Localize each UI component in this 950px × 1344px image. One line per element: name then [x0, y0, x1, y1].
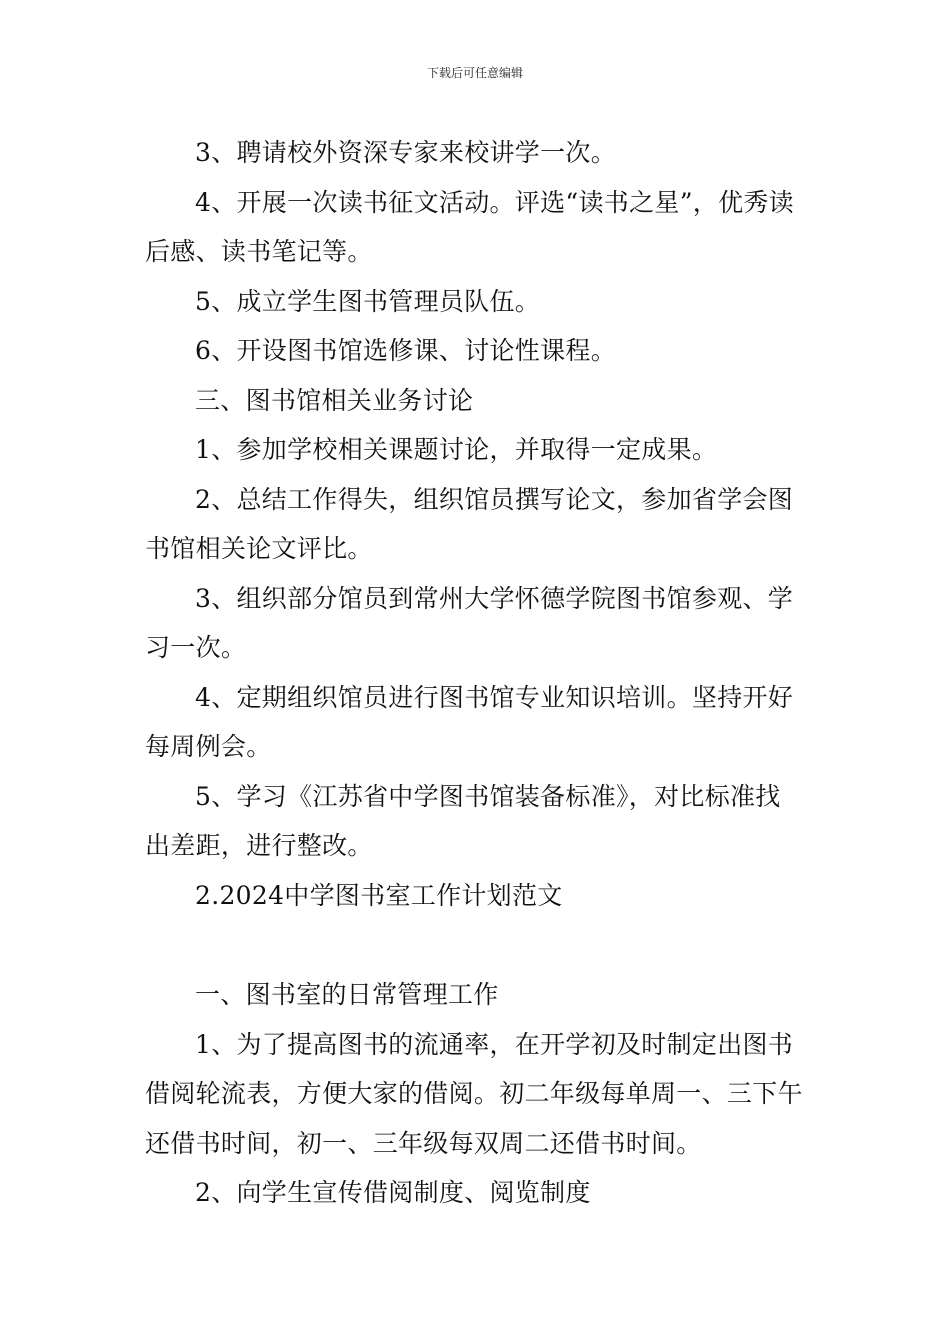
page-header: 下载后可任意编辑 — [426, 66, 523, 80]
paragraph-item-2-rules: 2、向学生宣传借阅制度、阅览制度 — [195, 1178, 591, 1207]
paragraph-item-1-circulation: 1、为了提高图书的流通率，在开学初及时制定出图书借阅轮流表，方便大家的借阅。初二年级每单周一、三下午还借书时间，初一、三年级每双周二还借书时间。 — [145, 1029, 803, 1158]
section-heading-1: 一、图书室的日常管理工作 — [195, 980, 499, 1009]
blank-spacer — [145, 920, 805, 970]
section-heading-3: 三、图书馆相关业务讨论 — [195, 385, 474, 415]
document-body — [145, 128, 805, 1218]
paragraph-item-6-elective-courses: 6、开设图书馆选修课、讨论性课程。 — [195, 336, 617, 365]
paragraph-item-1-research: 1、参加学校相关课题讨论，并取得一定成果。 — [195, 435, 718, 464]
document-title-2: 2.2024中学图书室工作计划范文 — [195, 880, 563, 910]
paragraph-item-4-essay-activity: 4、开展一次读书征文活动。评选“读书之星”，优秀读后感、读书笔记等。 — [145, 187, 794, 266]
paragraph-item-3-invite-experts: 3、聘请校外资深专家来校讲学一次。 — [195, 138, 617, 167]
paragraph-item-3-visit: 3、组织部分馆员到常州大学怀德学院图书馆参观、学习一次。 — [145, 583, 794, 662]
paragraph-item-2-papers: 2、总结工作得失，组织馆员撰写论文，参加省学会图书馆相关论文评比。 — [145, 484, 794, 563]
paragraph-item-5-student-librarians: 5、成立学生图书管理员队伍。 — [195, 286, 541, 316]
paragraph-item-5-standards: 5、学习《江苏省中学图书馆装备标准》，对比标准找出差距，进行整改。 — [145, 781, 781, 860]
paragraph-item-4-training: 4、定期组织馆员进行图书馆专业知识培训。坚持开好每周例会。 — [145, 682, 794, 761]
